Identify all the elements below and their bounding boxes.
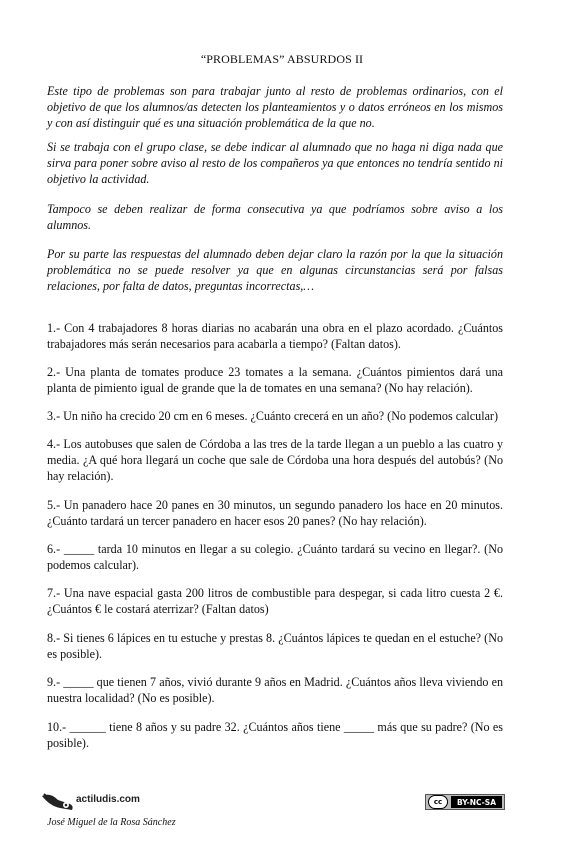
intro-paragraph-1: Este tipo de problemas son para trabajar junto al resto de problemas ordinarios, con el objetivo de que los alumnos/as detecten los planteamientos y o datos erróneos en los mismos y con así distinguir qué es una situación problemática de la que no. — [47, 84, 503, 130]
problem-7: 7.- Una nave espacial gasta 200 litros de combustible para despegar, si cada litro cuesta 2 €. ¿Cuántos € le costará aterrizar? (Faltan datos) — [47, 586, 503, 616]
license-label: BY-NC-SA — [451, 796, 502, 808]
problem-3: 3.- Un niño ha crecido 20 cm en 6 meses. ¿Cuánto crecerá en un año? (No podemos calcular) — [47, 409, 498, 423]
mascot-logo-icon — [40, 790, 76, 814]
document-title: “PROBLEMAS” ABSURDOS II — [200, 52, 364, 66]
problem-4: 4.- Los autobuses que salen de Córdoba a las tres de la tarde llegan a un pueblo a las cuatro y media. ¿A qué hora llegará un coche que sale de Córdoba una hora después del autobús? (No hay relación). — [47, 437, 503, 483]
problem-9: 9.- _____ que tienen 7 años, vivió durante 9 años en Madrid. ¿Cuántos años lleva viviendo en nuestra localidad? (No es posible). — [47, 675, 503, 705]
author-name: José Miguel de la Rosa Sánchez — [47, 817, 176, 828]
problem-2: 2.- Una planta de tomates produce 23 tomates a la semana. ¿Cuántos pimientos dará una planta de pimiento igual de grande que la de tomates en una semana? (No hay relación). — [47, 365, 503, 395]
logo-text: actiludis.com — [76, 794, 140, 805]
cc-icon: cc — [428, 795, 448, 809]
problem-1: 1.- Con 4 trabajadores 8 horas diarias no acabarán una obra en el plazo acordado. ¿Cuántos trabajadores más serán necesarios para acabarla a tiempo? (Faltan datos). — [47, 321, 503, 351]
intro-paragraph-4: Por su parte las respuestas del alumnado deben dejar claro la razón por la que la situación problemática no se puede resolver ya que en algunas circunstancias será por falsas relaciones, por falta de datos, preguntas incorrectas,… — [47, 247, 503, 293]
problem-8: 8.- Si tienes 6 lápices en tu estuche y prestas 8. ¿Cuántos lápices te quedan en el estuche? (No es posible). — [47, 631, 503, 661]
problem-5: 5.- Un panadero hace 20 panes en 30 minutos, un segundo panadero los hace en 20 minutos. ¿Cuánto tardará un tercer panadero en hacer esos 20 panes? (No hay relación). — [47, 498, 503, 528]
problem-10: 10.- ______ tiene 8 años y su padre 32. ¿Cuántos años tiene _____ más que su padre? (No es posible). — [47, 720, 503, 750]
cc-license-badge — [425, 794, 505, 810]
problem-6: 6.- _____ tarda 10 minutos en llegar a su colegio. ¿Cuánto tardará su vecino en llegar?. (No podemos calcular). — [47, 542, 503, 572]
intro-paragraph-3: Tampoco se deben realizar de forma consecutiva ya que podríamos sobre aviso a los alumnos. — [47, 202, 503, 232]
intro-paragraph-2: Si se trabaja con el grupo clase, se debe indicar al alumnado que no haga ni diga nada que sirva para poner sobre aviso al resto de los compañeros ya que entonces no tendría sentido ni objetivo la actividad. — [47, 140, 503, 186]
actiludis-logo — [40, 790, 150, 814]
